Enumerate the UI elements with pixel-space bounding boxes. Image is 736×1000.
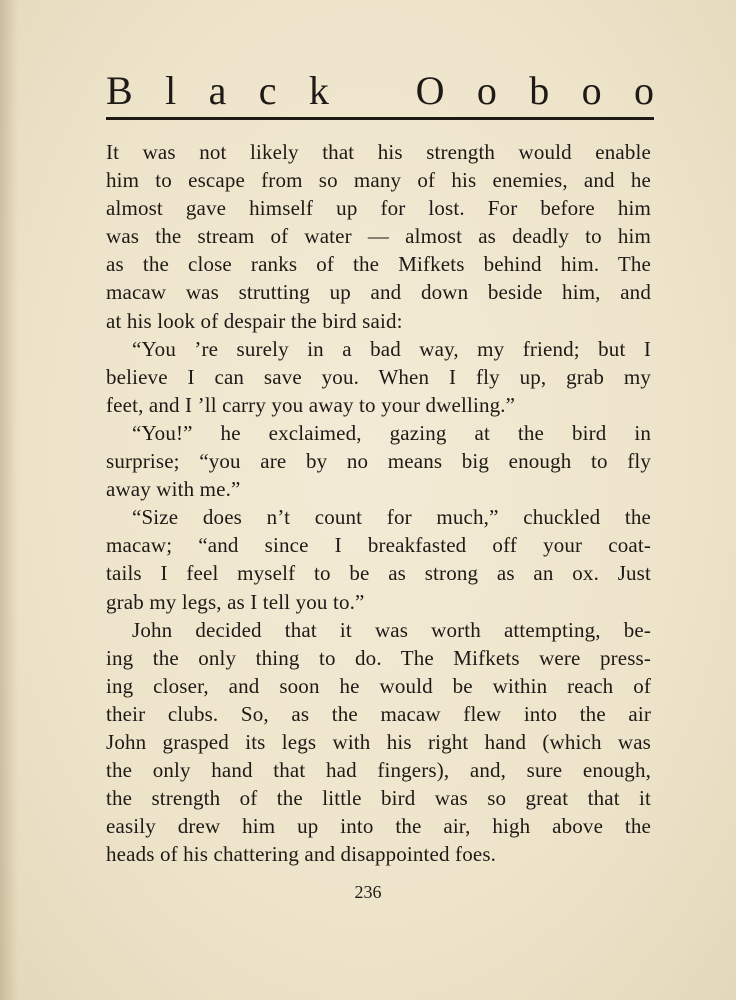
running-title-letter: b bbox=[529, 68, 550, 113]
text-line: almost gave himself up for lost. For before him bbox=[106, 196, 651, 221]
running-title-letter: o bbox=[476, 68, 497, 113]
body-text bbox=[106, 138, 651, 868]
text-line: was the stream of water — almost as deadly to him bbox=[106, 224, 651, 249]
text-line: ing closer, and soon he would be within reach of bbox=[106, 673, 651, 698]
page-number: 236 bbox=[354, 882, 382, 902]
text-line: away with me.” bbox=[106, 477, 241, 502]
running-title bbox=[106, 66, 654, 116]
text-line: him to escape from so many of his enemies, and he bbox=[106, 168, 651, 193]
text-line: as the close ranks of the Mifkets behind him. The bbox=[106, 252, 651, 277]
text-line: “Size does n’t count for much,” chuckled the bbox=[132, 505, 651, 530]
running-title-letter: o bbox=[581, 68, 602, 113]
running-title-letter: k bbox=[308, 68, 329, 113]
text-line: tails I feel myself to be as strong as an ox. Just bbox=[106, 561, 651, 586]
running-title-letter: o bbox=[633, 68, 654, 113]
running-title-letter: O bbox=[415, 68, 445, 113]
text-line: the only hand that had fingers), and, sure enough, bbox=[106, 758, 651, 783]
text-line: It was not likely that his strength would enable bbox=[106, 140, 651, 164]
text-line: heads of his chattering and disappointed foes. bbox=[106, 842, 497, 867]
text-line: grab my legs, as I tell you to.” bbox=[106, 589, 365, 614]
page-gutter-shadow bbox=[0, 0, 18, 1000]
text-line: feet, and I ’ll carry you away to your dwelling.” bbox=[106, 392, 516, 417]
text-line: “You ’re surely in a bad way, my friend; but I bbox=[132, 336, 651, 361]
running-header bbox=[106, 66, 654, 116]
text-line: at his look of despair the bird said: bbox=[106, 308, 403, 333]
running-title-word-gap bbox=[361, 66, 383, 116]
header-rule bbox=[106, 117, 654, 120]
running-title-letter: l bbox=[165, 68, 177, 113]
text-line: John decided that it was worth attempting, be- bbox=[132, 617, 651, 642]
running-title-letter: a bbox=[208, 68, 227, 113]
running-title-letter: c bbox=[258, 68, 277, 113]
text-line: macaw was strutting up and down beside him, and bbox=[106, 280, 651, 305]
text-line: surprise; “you are by no means big enough to fly bbox=[106, 449, 651, 474]
text-line: the strength of the little bird was so great that it bbox=[106, 786, 651, 811]
text-line: believe I can save you. When I fly up, grab my bbox=[106, 364, 651, 389]
running-title-letter: B bbox=[106, 68, 133, 113]
text-line: their clubs. So, as the macaw flew into the air bbox=[106, 701, 651, 726]
text-line: macaw; “and since I breakfasted off your coat- bbox=[106, 533, 651, 558]
text-line: ing the only thing to do. The Mifkets were press- bbox=[106, 645, 651, 670]
text-line: John grasped its legs with his right hand (which was bbox=[106, 729, 651, 754]
text-line: easily drew him up into the air, high above the bbox=[106, 814, 651, 839]
text-line: “You!” he exclaimed, gazing at the bird in bbox=[132, 420, 651, 445]
